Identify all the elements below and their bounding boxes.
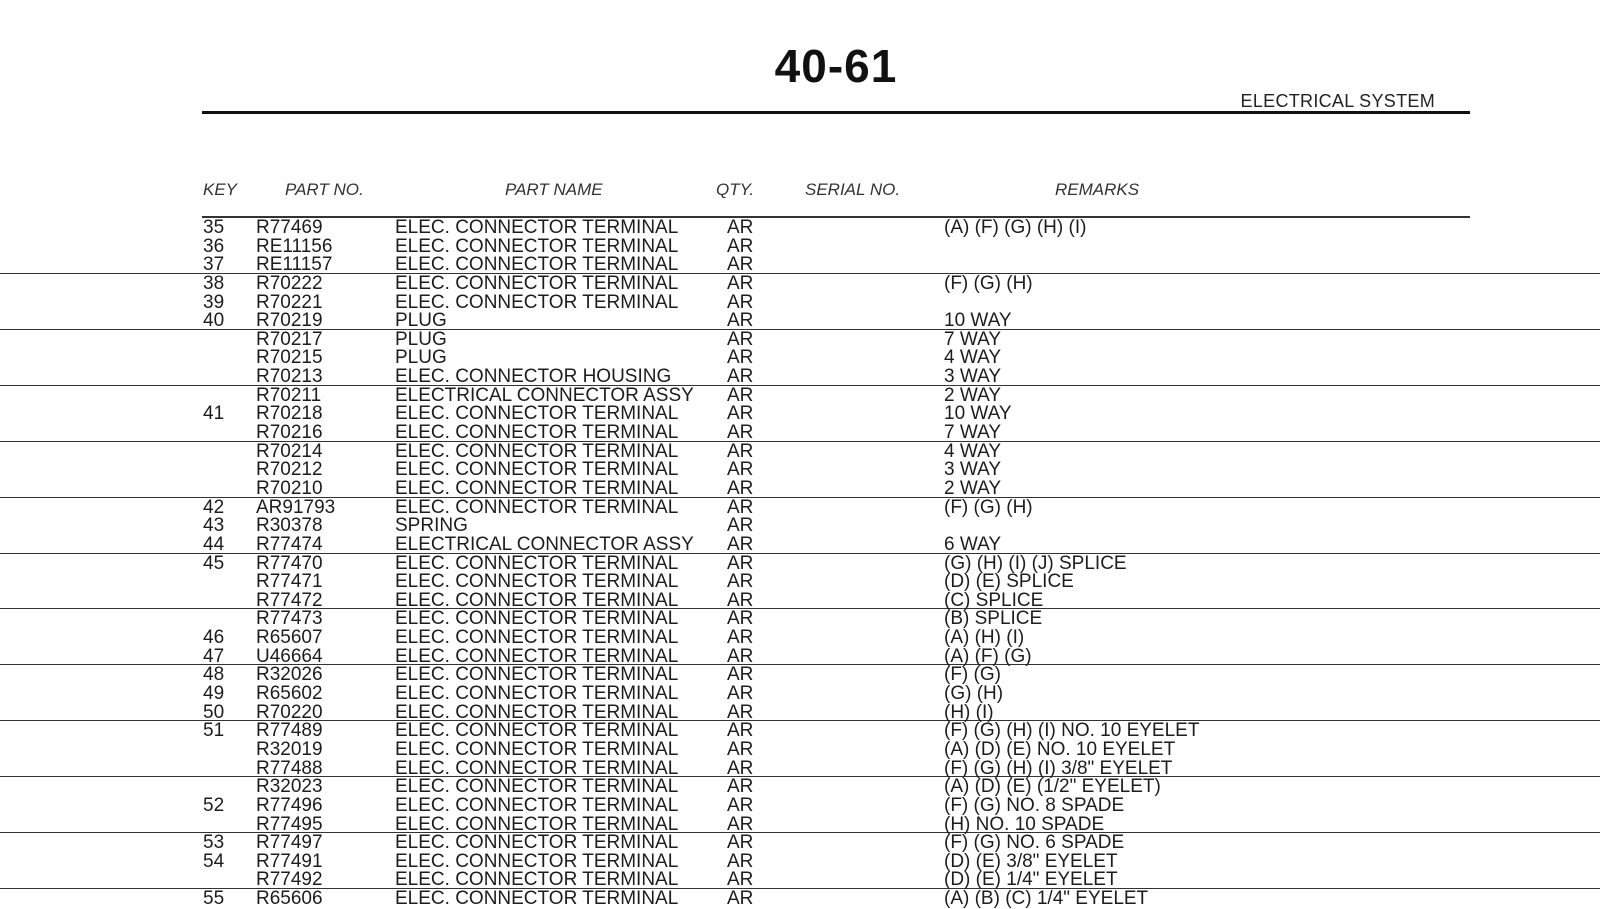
row-part-name: ELEC. CONNECTOR TERMINAL [395, 850, 679, 872]
row-remarks: 10 WAY [944, 403, 1012, 425]
row-part-name: ELEC. CONNECTOR TERMINAL [395, 403, 679, 425]
row-qty: AR [727, 384, 754, 406]
row-key: 46 [203, 627, 225, 649]
row-qty: AR [727, 291, 754, 313]
row-part-no: R77470 [256, 552, 323, 574]
page-number: 40-61 [774, 40, 898, 92]
row-remarks: (F) (G) NO. 6 SPADE [944, 832, 1125, 854]
row-part-name: ELEC. CONNECTOR TERMINAL [395, 217, 679, 238]
row-qty: AR [727, 645, 754, 667]
row-remarks: (D) (E) 1/4" EYELET [944, 869, 1118, 891]
row-remarks: 4 WAY [944, 347, 1002, 369]
row-remarks: (A) (F) (G) (H) (I) [944, 217, 1087, 238]
table-row [0, 777, 1600, 796]
table-row [0, 833, 1600, 852]
parts-table [0, 218, 1600, 908]
row-qty: AR [727, 869, 754, 891]
row-part-no: R70219 [256, 310, 323, 332]
row-part-no: AR91793 [256, 496, 336, 518]
row-key: 45 [203, 552, 225, 574]
row-remarks: 10 WAY [944, 310, 1012, 332]
row-part-name: ELEC. CONNECTOR TERMINAL [395, 440, 679, 462]
row-key: 40 [203, 310, 225, 332]
row-part-name: ELEC. CONNECTOR TERMINAL [395, 571, 679, 593]
row-key: 39 [203, 291, 225, 313]
row-qty: AR [727, 217, 754, 238]
table-row [0, 703, 1600, 722]
row-remarks: (G) (H) (I) (J) SPLICE [944, 552, 1127, 574]
row-key: 37 [203, 254, 225, 276]
row-part-name: ELECTRICAL CONNECTOR ASSY [395, 384, 694, 406]
row-part-name: ELEC. CONNECTOR TERMINAL [395, 235, 679, 257]
row-key: 54 [203, 850, 225, 872]
row-part-no: R65602 [256, 683, 323, 705]
row-qty: AR [727, 347, 754, 369]
row-qty: AR [727, 552, 754, 574]
row-part-no: R77488 [256, 757, 323, 779]
row-part-no: R77474 [256, 533, 323, 555]
row-remarks: (F) (G) (H) (I) NO. 10 EYELET [944, 720, 1200, 742]
row-part-name: ELEC. CONNECTOR TERMINAL [395, 459, 679, 481]
table-row [0, 442, 1600, 461]
row-qty: AR [727, 310, 754, 332]
row-part-name: ELEC. CONNECTOR TERMINAL [395, 683, 679, 705]
table-row [0, 665, 1600, 684]
table-row [0, 293, 1600, 312]
row-key: 36 [203, 235, 225, 257]
row-remarks: (F) (G) NO. 8 SPADE [944, 794, 1125, 816]
row-part-name: ELEC. CONNECTOR TERMINAL [395, 813, 679, 835]
table-row [0, 628, 1600, 647]
row-remarks: (A) (H) (I) [944, 627, 1025, 649]
table-row [0, 479, 1600, 498]
row-part-name: ELEC. CONNECTOR TERMINAL [395, 552, 679, 574]
table-row [0, 535, 1600, 554]
row-qty: AR [727, 776, 754, 798]
row-part-no: R32019 [256, 738, 323, 760]
row-key: 48 [203, 664, 225, 686]
row-key: 41 [203, 403, 225, 425]
row-remarks: (G) (H) [944, 683, 1004, 705]
row-qty: AR [727, 701, 754, 723]
row-remarks: (F) (G) [944, 664, 1001, 686]
row-part-no: R70215 [256, 347, 323, 369]
row-qty: AR [727, 515, 754, 537]
row-qty: AR [727, 422, 754, 444]
row-part-name: ELEC. CONNECTOR TERMINAL [395, 272, 679, 294]
table-row [0, 554, 1600, 573]
row-part-no: R70211 [256, 384, 322, 406]
row-part-name: ELEC. CONNECTOR TERMINAL [395, 776, 679, 798]
row-qty: AR [727, 813, 754, 835]
row-part-no: R77472 [256, 589, 323, 611]
row-qty: AR [727, 477, 754, 499]
table-row [0, 348, 1600, 367]
table-row [0, 367, 1600, 386]
row-remarks: 7 WAY [944, 422, 1002, 444]
row-part-name: ELEC. CONNECTOR HOUSING [395, 366, 672, 388]
table-row [0, 423, 1600, 442]
table-row [0, 815, 1600, 834]
row-part-no: R32026 [256, 664, 323, 686]
row-part-name: ELEC. CONNECTOR TERMINAL [395, 794, 679, 816]
row-key: 51 [203, 720, 225, 742]
row-qty: AR [727, 403, 754, 425]
row-remarks: 7 WAY [944, 328, 1002, 350]
row-part-name: ELEC. CONNECTOR TERMINAL [395, 664, 679, 686]
row-qty: AR [727, 571, 754, 593]
row-qty: AR [727, 589, 754, 611]
row-remarks: (B) SPLICE [944, 608, 1043, 630]
table-row [0, 796, 1600, 815]
table-row [0, 852, 1600, 871]
row-part-no: R32023 [256, 776, 323, 798]
row-part-name: SPRING [395, 515, 468, 537]
row-remarks: (F) (G) (H) (I) 3/8" EYELET [944, 757, 1173, 779]
column-header-part-no: PART NO. [285, 180, 364, 199]
row-part-no: R77492 [256, 869, 323, 891]
column-header-key: KEY [203, 180, 238, 199]
table-row [0, 516, 1600, 535]
row-remarks: (F) (G) (H) [944, 496, 1033, 518]
table-row [0, 572, 1600, 591]
row-key: 47 [203, 645, 225, 667]
row-part-name: ELEC. CONNECTOR TERMINAL [395, 888, 679, 909]
table-row [0, 721, 1600, 740]
row-key: 35 [203, 217, 225, 238]
row-key: 43 [203, 515, 225, 537]
row-remarks: (D) (E) 3/8" EYELET [944, 850, 1118, 872]
row-qty: AR [727, 757, 754, 779]
table-row [0, 330, 1600, 349]
row-qty: AR [727, 459, 754, 481]
row-key: 55 [203, 888, 225, 909]
row-part-no: R77473 [256, 608, 323, 630]
row-remarks: 3 WAY [944, 366, 1002, 388]
row-part-name: ELEC. CONNECTOR TERMINAL [395, 720, 679, 742]
row-part-name: ELEC. CONNECTOR TERMINAL [395, 589, 679, 611]
row-remarks: (A) (B) (C) 1/4" EYELET [944, 888, 1149, 909]
row-qty: AR [727, 533, 754, 555]
table-row [0, 274, 1600, 293]
table-row [0, 311, 1600, 330]
row-remarks: 6 WAY [944, 533, 1002, 555]
row-remarks: (H) (I) [944, 701, 994, 723]
column-header-serial-no: SERIAL NO. [805, 180, 901, 199]
table-row [0, 218, 1600, 237]
row-part-name: PLUG [395, 347, 447, 369]
table-row [0, 889, 1600, 908]
row-part-no: R70212 [256, 459, 323, 481]
row-remarks: (D) (E) SPLICE [944, 571, 1074, 593]
row-remarks: (F) (G) (H) [944, 272, 1033, 294]
table-row [0, 386, 1600, 405]
table-row [0, 684, 1600, 703]
row-key: 53 [203, 832, 225, 854]
row-part-name: ELEC. CONNECTOR TERMINAL [395, 757, 679, 779]
row-part-no: R65606 [256, 888, 323, 909]
row-part-name: ELEC. CONNECTOR TERMINAL [395, 645, 679, 667]
row-part-no: R77495 [256, 813, 323, 835]
row-qty: AR [727, 683, 754, 705]
row-part-name: PLUG [395, 328, 447, 350]
row-qty: AR [727, 832, 754, 854]
table-row [0, 404, 1600, 423]
row-key: 44 [203, 533, 225, 555]
row-remarks: (A) (D) (E) (1/2" EYELET) [944, 776, 1161, 798]
row-remarks: (A) (D) (E) NO. 10 EYELET [944, 738, 1176, 760]
row-part-name: ELEC. CONNECTOR TERMINAL [395, 701, 679, 723]
row-qty: AR [727, 664, 754, 686]
row-part-no: R65607 [256, 627, 323, 649]
row-remarks: 3 WAY [944, 459, 1002, 481]
row-remarks: 2 WAY [944, 384, 1002, 406]
row-part-name: ELEC. CONNECTOR TERMINAL [395, 477, 679, 499]
column-header-part-name: PART NAME [505, 180, 603, 199]
row-qty: AR [727, 608, 754, 630]
row-qty: AR [727, 794, 754, 816]
row-part-no: R77489 [256, 720, 323, 742]
row-part-no: R77496 [256, 794, 323, 816]
column-headers [0, 180, 1600, 202]
row-qty: AR [727, 254, 754, 276]
row-part-no: RE11157 [256, 254, 333, 276]
table-row [0, 870, 1600, 889]
row-qty: AR [727, 627, 754, 649]
row-qty: AR [727, 366, 754, 388]
row-remarks: 4 WAY [944, 440, 1002, 462]
row-part-no: R70216 [256, 422, 323, 444]
row-remarks: (A) (F) (G) [944, 645, 1032, 667]
row-part-no: R77471 [256, 571, 323, 593]
row-part-no: R77497 [256, 832, 323, 854]
table-row [0, 647, 1600, 666]
row-part-no: R70213 [256, 366, 323, 388]
row-part-no: R70221 [256, 291, 323, 313]
row-part-name: ELEC. CONNECTOR TERMINAL [395, 869, 679, 891]
column-header-qty: QTY. [716, 180, 755, 199]
row-part-no: R77469 [256, 217, 323, 238]
row-qty: AR [727, 888, 754, 909]
row-part-no: R70222 [256, 272, 323, 294]
table-row [0, 591, 1600, 610]
row-part-no: RE11156 [256, 235, 333, 257]
row-part-no: R30378 [256, 515, 323, 537]
row-part-name: ELEC. CONNECTOR TERMINAL [395, 422, 679, 444]
table-row [0, 460, 1600, 479]
row-remarks: (H) NO. 10 SPADE [944, 813, 1105, 835]
row-remarks: 2 WAY [944, 477, 1002, 499]
table-row [0, 759, 1600, 778]
row-part-name: PLUG [395, 310, 447, 332]
row-qty: AR [727, 738, 754, 760]
row-part-name: ELEC. CONNECTOR TERMINAL [395, 738, 679, 760]
column-header-remarks: REMARKS [1055, 180, 1140, 199]
row-qty: AR [727, 272, 754, 294]
table-row [0, 609, 1600, 628]
row-part-name: ELEC. CONNECTOR TERMINAL [395, 254, 679, 276]
row-key: 52 [203, 794, 225, 816]
row-key: 42 [203, 496, 225, 518]
row-part-no: R70210 [256, 477, 323, 499]
row-qty: AR [727, 850, 754, 872]
row-key: 49 [203, 683, 225, 705]
table-row [0, 255, 1600, 274]
section-title: ELECTRICAL SYSTEM [1240, 91, 1435, 111]
row-part-name: ELEC. CONNECTOR TERMINAL [395, 496, 679, 518]
row-qty: AR [727, 440, 754, 462]
row-qty: AR [727, 235, 754, 257]
row-part-name: ELECTRICAL CONNECTOR ASSY [395, 533, 694, 555]
row-key: 50 [203, 701, 225, 723]
row-part-name: ELEC. CONNECTOR TERMINAL [395, 832, 679, 854]
row-part-no: R70214 [256, 440, 323, 462]
row-key: 38 [203, 272, 225, 294]
row-remarks: (C) SPLICE [944, 589, 1044, 611]
table-row [0, 740, 1600, 759]
row-part-name: ELEC. CONNECTOR TERMINAL [395, 291, 679, 313]
row-part-no: R77491 [256, 850, 323, 872]
row-part-name: ELEC. CONNECTOR TERMINAL [395, 608, 679, 630]
row-qty: AR [727, 496, 754, 518]
row-part-no: R70218 [256, 403, 323, 425]
row-part-no: U46664 [256, 645, 323, 667]
row-qty: AR [727, 720, 754, 742]
table-row [0, 237, 1600, 256]
table-row [0, 498, 1600, 517]
row-part-no: R70220 [256, 701, 323, 723]
row-qty: AR [727, 328, 754, 350]
row-part-no: R70217 [256, 328, 323, 350]
header-rule [202, 111, 1470, 114]
row-part-name: ELEC. CONNECTOR TERMINAL [395, 627, 679, 649]
